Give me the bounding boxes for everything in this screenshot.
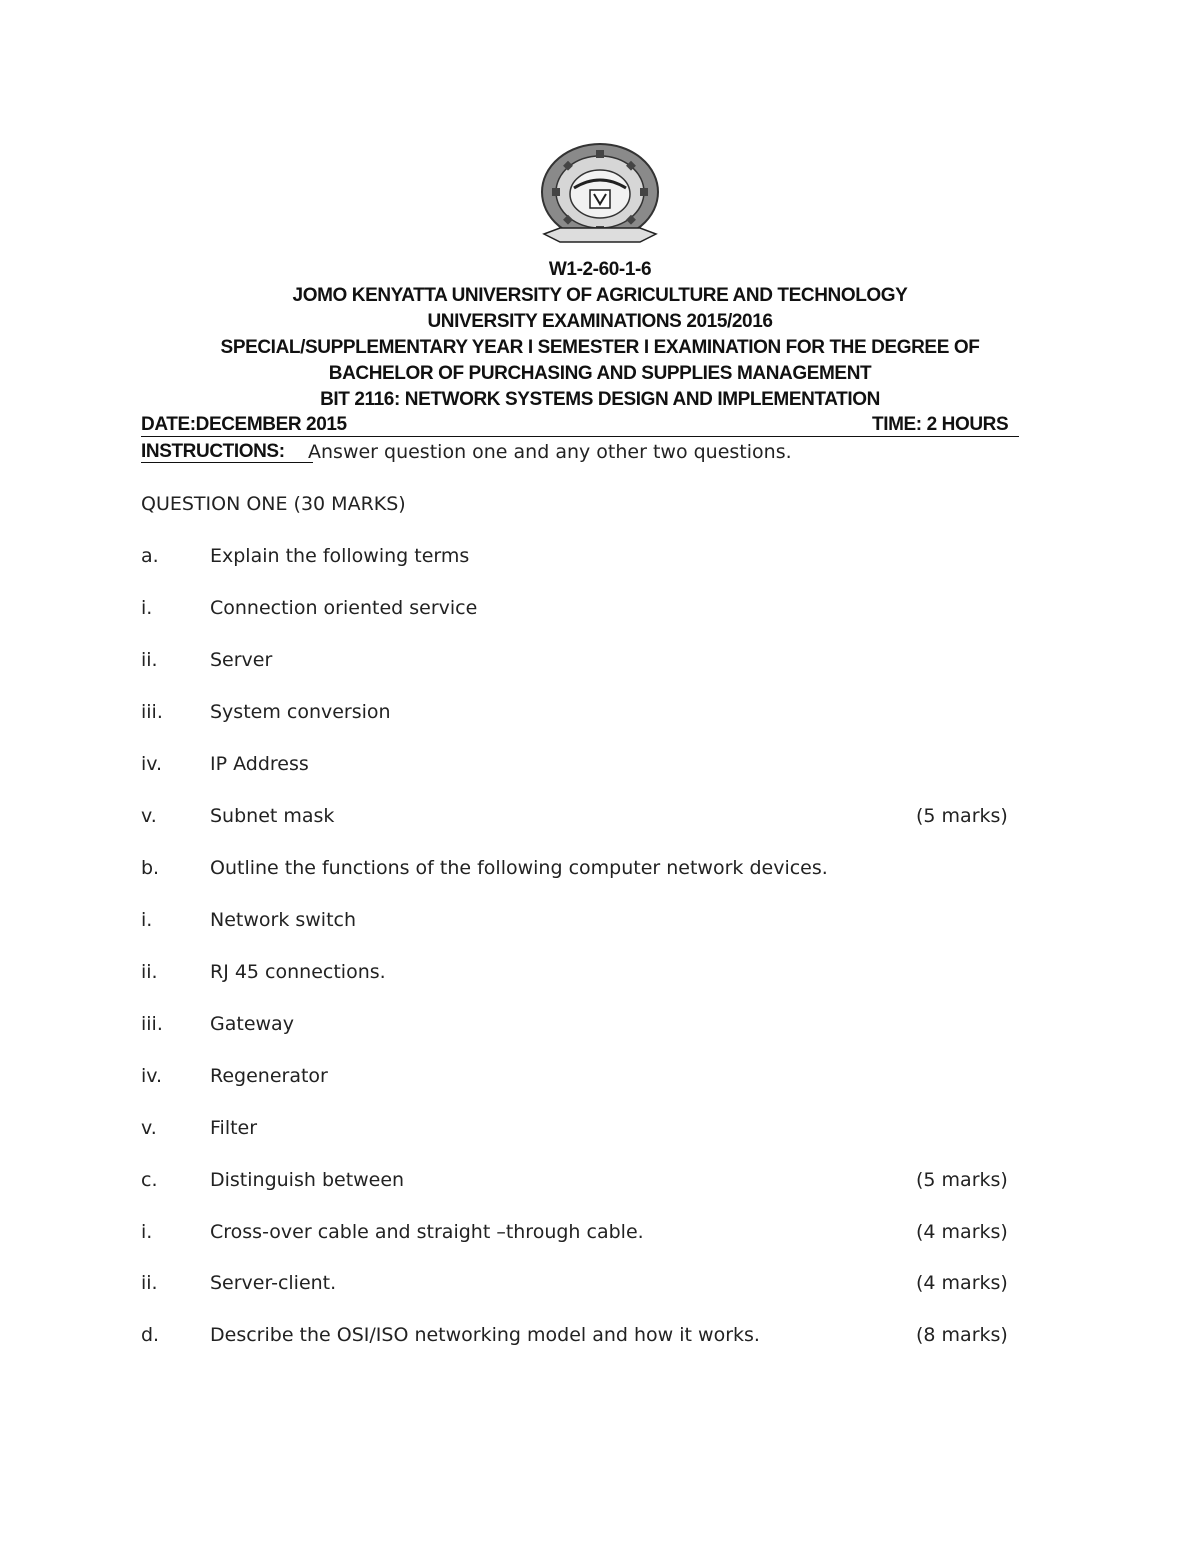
exam-time: TIME: 2 HOURS (872, 414, 1009, 435)
item-label: d. (141, 1324, 160, 1346)
item-text: Gateway (210, 1013, 294, 1035)
item-text: Subnet mask (210, 805, 335, 827)
item-marks: (8 marks) (916, 1324, 1008, 1346)
item-text: Explain the following terms (210, 545, 470, 567)
university-crest-icon (538, 142, 662, 252)
item-text: Distinguish between (210, 1169, 405, 1191)
course-title: BIT 2116: NETWORK SYSTEMS DESIGN AND IMPLEMENTATION (320, 389, 880, 410)
item-marks: (5 marks) (916, 805, 1008, 827)
date-underline (141, 436, 1019, 437)
exam-type: SPECIAL/SUPPLEMENTARY YEAR I SEMESTER I EXAMINATION FOR THE DEGREE OF (220, 337, 980, 358)
item-label: v. (141, 1117, 157, 1139)
exam-session: UNIVERSITY EXAMINATIONS 2015/2016 (427, 311, 773, 332)
item-label: ii. (141, 961, 158, 983)
item-text: Outline the functions of the following computer network devices. (210, 857, 828, 879)
item-label: a. (141, 545, 159, 567)
item-marks: (4 marks) (916, 1221, 1008, 1243)
instructions-text: Answer question one and any other two questions. (308, 441, 792, 463)
item-text: Server (210, 649, 273, 671)
item-text: System conversion (210, 701, 391, 723)
item-label: ii. (141, 649, 158, 671)
item-text: Server-client. (210, 1272, 337, 1294)
item-text: RJ 45 connections. (210, 961, 386, 983)
instructions-underline (141, 462, 313, 463)
item-text: Describe the OSI/ISO networking model and how it works. (210, 1324, 760, 1346)
instructions-label: INSTRUCTIONS: (141, 441, 285, 462)
item-label: iv. (141, 1065, 163, 1087)
item-label: v. (141, 805, 157, 827)
item-label: iii. (141, 1013, 163, 1035)
item-text: Cross-over cable and straight –through cable. (210, 1221, 644, 1243)
item-text: Regenerator (210, 1065, 328, 1087)
exam-code: W1-2-60-1-6 (548, 259, 652, 280)
item-label: i. (141, 597, 153, 619)
item-text: IP Address (210, 753, 309, 775)
item-label: c. (141, 1169, 158, 1191)
item-label: i. (141, 909, 153, 931)
item-label: b. (141, 857, 160, 879)
item-text: Connection oriented service (210, 597, 478, 619)
university-name: JOMO KENYATTA UNIVERSITY OF AGRICULTURE AND TECHNOLOGY (292, 285, 908, 306)
exam-date: DATE:DECEMBER 2015 (141, 414, 347, 435)
item-label: i. (141, 1221, 153, 1243)
item-label: iii. (141, 701, 163, 723)
item-label: ii. (141, 1272, 158, 1294)
item-text: Filter (210, 1117, 258, 1139)
item-marks: (4 marks) (916, 1272, 1008, 1294)
item-text: Network switch (210, 909, 357, 931)
item-label: iv. (141, 753, 163, 775)
degree-name: BACHELOR OF PURCHASING AND SUPPLIES MANAGEMENT (328, 363, 872, 384)
question-one-title: QUESTION ONE (30 MARKS) (141, 493, 406, 515)
item-marks: (5 marks) (916, 1169, 1008, 1191)
